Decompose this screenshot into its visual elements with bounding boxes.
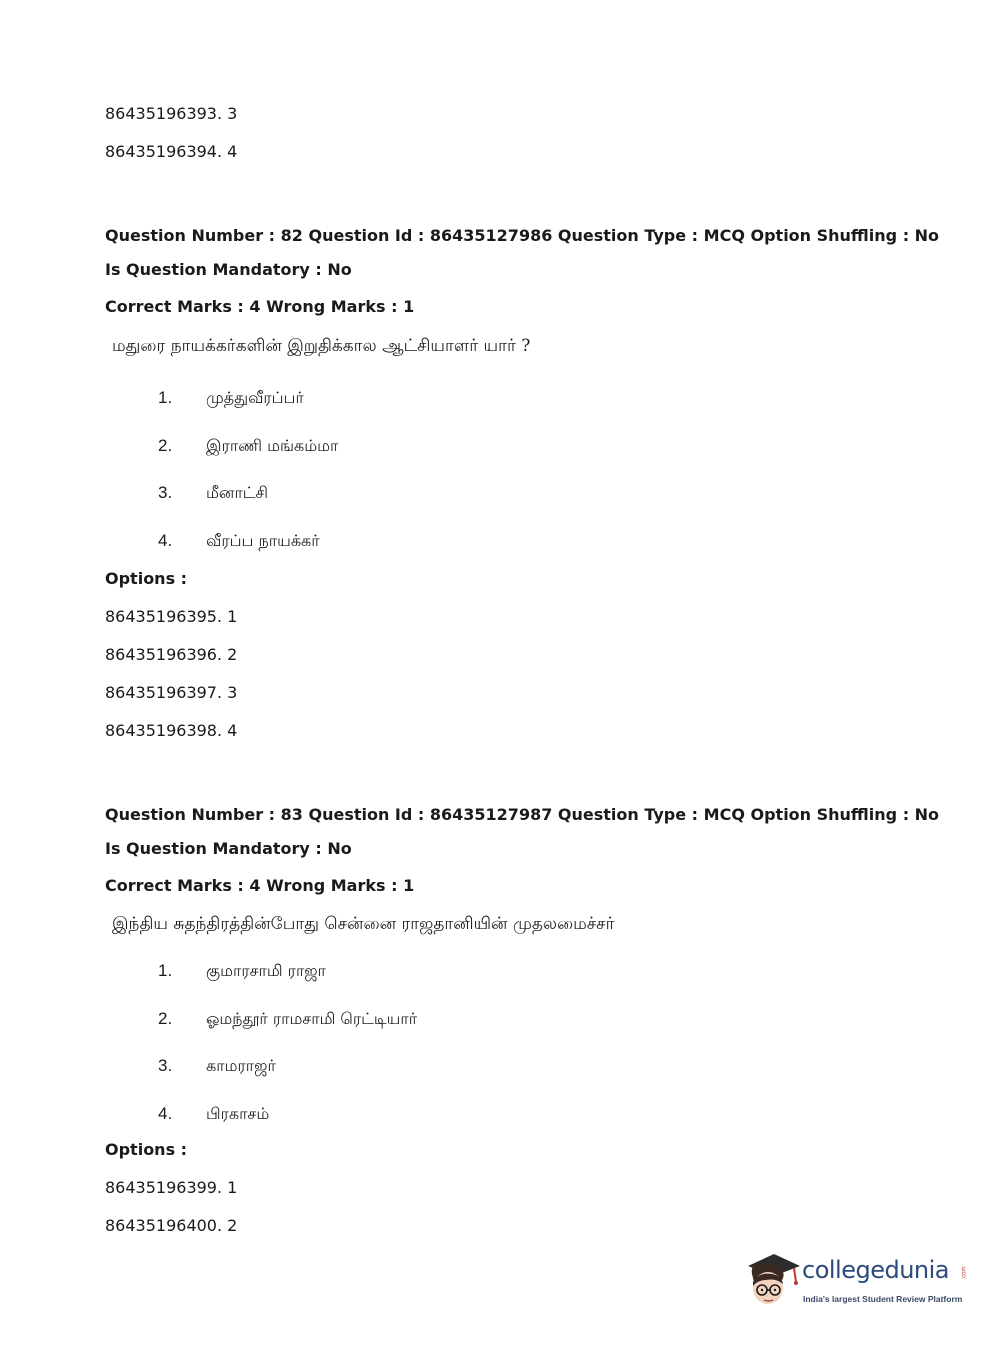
option-id-line: 86435196396. 2 (105, 645, 238, 664)
choice-text: மீனாட்சி (206, 483, 269, 502)
logo-brand-name: collegedunia (802, 1256, 950, 1284)
q83-mandatory: Is Question Mandatory : No (105, 839, 352, 858)
choice-number: 3. (158, 1056, 173, 1075)
q82-question-text: மதுரை நாயக்கர்களின் இறுதிக்கால ஆட்சியாளர் யார் ? (112, 336, 531, 356)
q83-marks: Correct Marks : 4 Wrong Marks : 1 (105, 876, 415, 895)
choice-number: 1. (158, 961, 173, 980)
q83-choice-3 (158, 1055, 276, 1077)
q83-choice-1 (158, 960, 326, 982)
choice-text: ஓமந்தூர் ராமசாமி ரெட்டியார் (206, 1009, 418, 1028)
choice-number: 4. (158, 1104, 173, 1123)
q82-header: Question Number : 82 Question Id : 86435127986 Question Type : MCQ Option Shuffling : No (105, 226, 940, 245)
choice-number: 2. (158, 436, 173, 455)
logo-com-suffix: .com (961, 1266, 968, 1280)
choice-text: வீரப்ப நாயக்கர் (206, 531, 320, 550)
collegedunia-logo (742, 1250, 968, 1310)
option-id-line: 86435196398. 4 (105, 721, 238, 740)
q82-options-label: Options : (105, 569, 188, 588)
option-id-line: 86435196395. 1 (105, 607, 238, 626)
option-id-line: 86435196397. 3 (105, 683, 238, 702)
option-id-line: 86435196394. 4 (105, 142, 238, 161)
q83-choice-4 (158, 1103, 269, 1125)
q83-question-text: இந்திய சுதந்திரத்தின்போது சென்னை ராஜதானியின் முதலமைச்சர் (112, 914, 615, 934)
choice-text: காமராஜர் (206, 1056, 276, 1075)
choice-text: பிரகாசம் (206, 1104, 270, 1123)
q82-choice-1 (158, 387, 304, 409)
q83-choice-2 (158, 1008, 417, 1030)
q83-header: Question Number : 83 Question Id : 86435127987 Question Type : MCQ Option Shuffling : No (105, 805, 940, 824)
option-id-line: 86435196399. 1 (105, 1178, 238, 1197)
choice-number: 3. (158, 483, 173, 502)
choice-text: இராணி மங்கம்மா (206, 436, 339, 455)
q82-choice-3 (158, 482, 268, 504)
q82-choice-2 (158, 435, 338, 457)
choice-number: 2. (158, 1009, 173, 1028)
logo-tagline: India's largest Student Review Platform (803, 1294, 963, 1304)
choice-text: குமாரசாமி ராஜா (206, 961, 327, 980)
q82-choice-4 (158, 530, 320, 552)
choice-number: 4. (158, 531, 173, 550)
option-id-line: 86435196400. 2 (105, 1216, 238, 1235)
choice-text: முத்துவீரப்பர் (206, 388, 304, 407)
mascot-icon (742, 1250, 802, 1310)
q82-marks: Correct Marks : 4 Wrong Marks : 1 (105, 297, 415, 316)
q83-options-label: Options : (105, 1140, 188, 1159)
option-id-line: 86435196393. 3 (105, 104, 238, 123)
choice-number: 1. (158, 388, 173, 407)
q82-mandatory: Is Question Mandatory : No (105, 260, 352, 279)
